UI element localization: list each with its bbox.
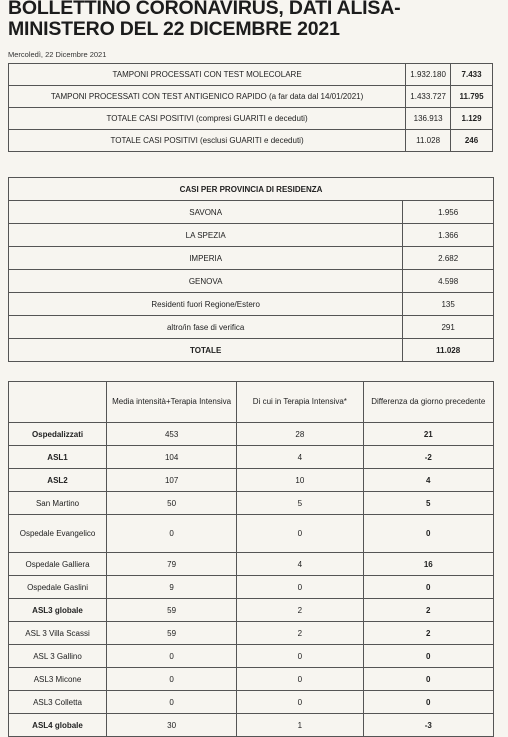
- province-value: 2.682: [403, 247, 494, 270]
- province-value: 135: [403, 293, 494, 316]
- province-row: [9, 293, 494, 316]
- hospital-row: [9, 691, 494, 714]
- province-row: [9, 316, 494, 339]
- province-name: altro/in fase di verifica: [9, 316, 403, 339]
- province-name: LA SPEZIA: [9, 224, 403, 247]
- hospital-diff: 5: [363, 492, 493, 515]
- hospital-media: 59: [107, 599, 237, 622]
- hospital-media: 59: [107, 622, 237, 645]
- hospital-media: 104: [107, 446, 237, 469]
- summary-total: 11.028: [406, 130, 451, 152]
- hospital-name: ASL 3 Villa Scassi: [9, 622, 107, 645]
- hospital-row: [9, 515, 494, 553]
- hospital-name: Ospedalizzati: [9, 423, 107, 446]
- hospital-row: [9, 469, 494, 492]
- province-header-row: [9, 178, 494, 201]
- hospital-diff: 0: [363, 576, 493, 599]
- hospital-diff: 2: [363, 599, 493, 622]
- summary-total: 1.433.727: [406, 86, 451, 108]
- summary-total: 136.913: [406, 108, 451, 130]
- province-name: Residenti fuori Regione/Estero: [9, 293, 403, 316]
- hospital-ti: 2: [237, 622, 363, 645]
- hospital-header-blank: [9, 382, 107, 423]
- hospital-name: ASL3 Micone: [9, 668, 107, 691]
- bulletin-date: Mercoledì, 22 Dicembre 2021: [8, 50, 107, 59]
- province-total-row: [9, 339, 494, 362]
- province-name: IMPERIA: [9, 247, 403, 270]
- province-row: [9, 201, 494, 224]
- hospital-diff: 0: [363, 515, 493, 553]
- hospital-row: [9, 553, 494, 576]
- hospital-row: [9, 492, 494, 515]
- province-value: 291: [403, 316, 494, 339]
- hospital-diff: 4: [363, 469, 493, 492]
- hospital-media: 0: [107, 645, 237, 668]
- hospital-row: [9, 576, 494, 599]
- summary-row: [9, 108, 493, 130]
- hospital-ti: 28: [237, 423, 363, 446]
- summary-total: 1.932.180: [406, 64, 451, 86]
- summary-label: TAMPONI PROCESSATI CON TEST MOLECOLARE: [9, 64, 406, 86]
- hospital-ti: 0: [237, 515, 363, 553]
- hospital-media: 0: [107, 515, 237, 553]
- hospital-body: [9, 423, 494, 737]
- province-name: GENOVA: [9, 270, 403, 293]
- summary-table: [8, 63, 493, 152]
- hospital-media: 79: [107, 553, 237, 576]
- hospital-row: [9, 599, 494, 622]
- hospital-media: 30: [107, 714, 237, 737]
- summary-delta: 11.795: [451, 86, 493, 108]
- province-name: SAVONA: [9, 201, 403, 224]
- hospital-diff: 0: [363, 691, 493, 714]
- hospital-name: ASL2: [9, 469, 107, 492]
- hospital-diff: -3: [363, 714, 493, 737]
- hospital-header-media: Media intensità+Terapia Intensiva: [107, 382, 237, 423]
- hospital-media: 0: [107, 691, 237, 714]
- hospital-media: 0: [107, 668, 237, 691]
- summary-row: [9, 64, 493, 86]
- hospital-ti: 2: [237, 599, 363, 622]
- hospital-name: Ospedale Evangelico: [9, 515, 107, 553]
- hospital-diff: 0: [363, 645, 493, 668]
- summary-delta: 7.433: [451, 64, 493, 86]
- hospital-header-row: [9, 382, 494, 423]
- hospital-ti: 5: [237, 492, 363, 515]
- title-line-1: BOLLETTINO CORONAVIRUS, DATI ALISA-: [8, 0, 401, 19]
- hospital-name: ASL 3 Gallino: [9, 645, 107, 668]
- hospital-media: 107: [107, 469, 237, 492]
- province-row: [9, 224, 494, 247]
- hospital-ti: 0: [237, 691, 363, 714]
- hospital-diff: -2: [363, 446, 493, 469]
- hospital-name: ASL4 globale: [9, 714, 107, 737]
- hospital-row: [9, 446, 494, 469]
- hospital-name: Ospedale Gaslini: [9, 576, 107, 599]
- summary-row: [9, 86, 493, 108]
- hospital-row: [9, 622, 494, 645]
- province-table: [8, 177, 494, 362]
- summary-delta: 246: [451, 130, 493, 152]
- hospital-media: 453: [107, 423, 237, 446]
- hospital-row: [9, 645, 494, 668]
- province-value: 4.598: [403, 270, 494, 293]
- page-title: [8, 0, 503, 40]
- hospital-diff: 21: [363, 423, 493, 446]
- hospital-row: [9, 423, 494, 446]
- hospital-ti: 0: [237, 576, 363, 599]
- province-total-label: TOTALE: [9, 339, 403, 362]
- hospital-name: ASL3 Colletta: [9, 691, 107, 714]
- province-total-value: 11.028: [403, 339, 494, 362]
- hospital-media: 50: [107, 492, 237, 515]
- hospital-ti: 4: [237, 553, 363, 576]
- hospital-ti: 10: [237, 469, 363, 492]
- province-value: 1.366: [403, 224, 494, 247]
- hospital-name: Ospedale Galliera: [9, 553, 107, 576]
- hospital-diff: 0: [363, 668, 493, 691]
- hospital-name: ASL1: [9, 446, 107, 469]
- province-header: CASI PER PROVINCIA DI RESIDENZA: [9, 178, 494, 201]
- summary-label: TAMPONI PROCESSATI CON TEST ANTIGENICO RAPIDO (a far data dal 14/01/2021): [9, 86, 406, 108]
- province-value: 1.956: [403, 201, 494, 224]
- summary-label: TOTALE CASI POSITIVI (compresi GUARITI e deceduti): [9, 108, 406, 130]
- summary-row: [9, 130, 493, 152]
- hospital-media: 9: [107, 576, 237, 599]
- hospital-table: [8, 381, 494, 737]
- hospital-diff: 16: [363, 553, 493, 576]
- hospital-row: [9, 714, 494, 737]
- summary-label: TOTALE CASI POSITIVI (esclusi GUARITI e deceduti): [9, 130, 406, 152]
- summary-delta: 1.129: [451, 108, 493, 130]
- province-row: [9, 247, 494, 270]
- hospital-name: ASL3 globale: [9, 599, 107, 622]
- hospital-ti: 1: [237, 714, 363, 737]
- hospital-ti: 0: [237, 668, 363, 691]
- province-row: [9, 270, 494, 293]
- hospital-name: San Martino: [9, 492, 107, 515]
- hospital-diff: 2: [363, 622, 493, 645]
- hospital-ti: 0: [237, 645, 363, 668]
- hospital-header-ti: Di cui in Terapia Intensiva*: [237, 382, 363, 423]
- hospital-row: [9, 668, 494, 691]
- title-line-2: MINISTERO DEL 22 DICEMBRE 2021: [8, 18, 340, 40]
- hospital-header-diff: Differenza da giorno precedente: [363, 382, 493, 423]
- hospital-ti: 4: [237, 446, 363, 469]
